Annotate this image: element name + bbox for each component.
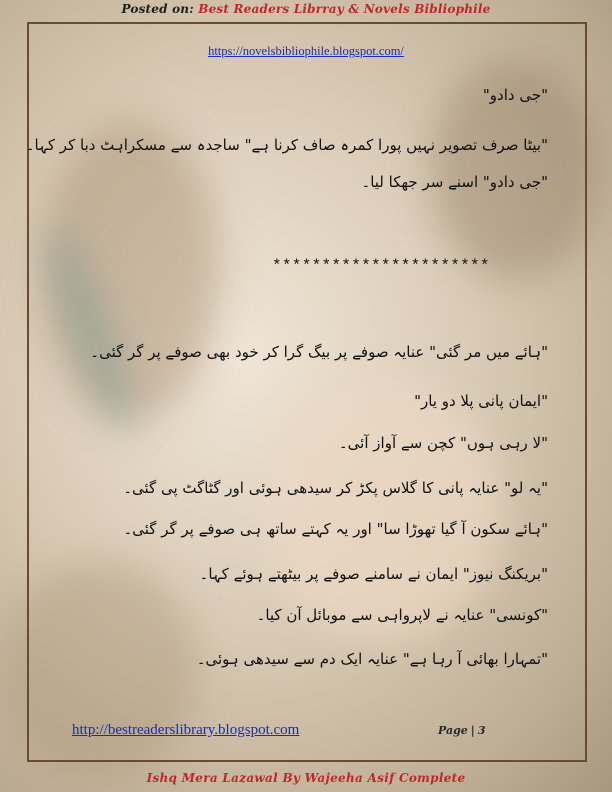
header-site-name: Best Readers Librray & Novels Bibliophile [198,2,491,16]
story-line: "ہائے میں مر گئی" عنایہ صوفے پر بیگ گرا کر خود بھی صوفے پر گر گئی۔ [90,343,548,361]
page-label: Page [438,724,468,737]
header-prefix: Posted on: [121,2,194,16]
story-line: "بیٹا صرف تصویر نہیں پورا کمرہ صاف کرنا ہے" ساجدہ سے مسکراہٹ دبا کر کہا۔ [25,136,548,154]
story-line: "ہائے سکون آ گیا تھوڑا سا" اور یہ کہتے ساتھ ہی صوفے پر گر گئی۔ [123,520,548,538]
story-line: "ایمان پانی پلا دو یار" [414,392,548,410]
page-footer-title: Ishq Mera Lazawal By Wajeeha Asif Complete [146,771,466,785]
scene-separator: ********************** [272,257,490,275]
story-line: "کونسی" عنایہ نے لاپرواہی سے موبائل آن کیا۔ [256,606,548,624]
page-number [438,724,485,737]
story-line: "جی دادو" اسنے سر جھکا لیا۔ [361,173,548,191]
page-header [0,2,612,16]
story-line: "جی دادو" [482,86,548,104]
story-line: "یہ لو" عنایہ پانی کا گلاس پکڑ کر سیدھی ہوئی اور گٹاگٹ پی گئی۔ [123,479,548,497]
bottom-blog-link[interactable]: http://bestreaderslibrary.blogspot.com [72,722,300,738]
page-divider: | [470,724,475,737]
story-line: "بریکنگ نیوز" ایمان نے سامنے صوفے پر بیٹھتے ہوئے کہا۔ [199,565,548,583]
top-blog-link[interactable]: https://novelsbibliophile.blogspot.com/ [208,44,404,58]
story-line: "تمہارا بھائی آ رہا ہے" عنایہ ایک دم سے سیدھی ہوئی۔ [196,650,548,668]
page-number-value: 3 [477,724,486,737]
story-line: "لا رہی ہوں" کچن سے آواز آئی۔ [338,434,548,452]
